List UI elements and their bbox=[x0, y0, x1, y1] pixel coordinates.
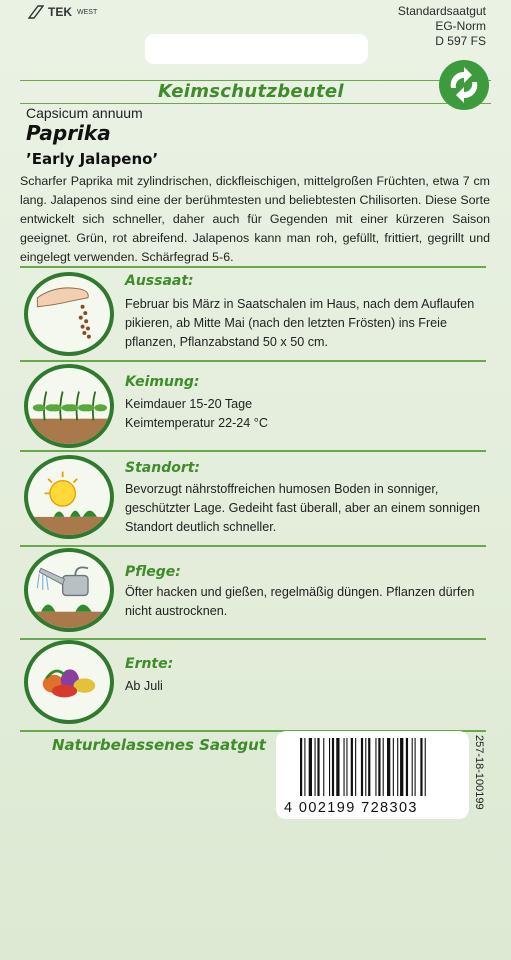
barcode-bar bbox=[344, 738, 345, 796]
brand-logo bbox=[28, 5, 97, 19]
product-name: Paprika bbox=[26, 121, 111, 145]
tagline: Naturbelassenes Saatgut bbox=[52, 736, 266, 754]
barcode-bar bbox=[329, 738, 330, 796]
section-text-keimung: Keimdauer 15-20 Tage Keimtemperatur 22-24 °C bbox=[125, 397, 268, 430]
barcode-bar bbox=[336, 738, 339, 796]
seed-sowing-icon bbox=[24, 272, 114, 356]
green-dot-recycle-icon bbox=[437, 58, 491, 112]
barcode-bar bbox=[406, 738, 408, 796]
barcode-bar bbox=[375, 738, 376, 796]
barcode-bar bbox=[397, 738, 398, 796]
banner-bottom-line bbox=[20, 103, 491, 104]
section-title-standort: Standort: bbox=[125, 460, 201, 476]
section-title-aussaat: Aussaat: bbox=[125, 273, 194, 289]
barcode-bar bbox=[323, 738, 324, 796]
standard-line: EG-Norm bbox=[435, 19, 486, 33]
barcode-bar bbox=[355, 738, 356, 796]
brand-name: TEK bbox=[48, 5, 72, 19]
standard-line: D 597 FS bbox=[435, 34, 486, 48]
article-code: 257-18-100199 bbox=[473, 735, 485, 810]
section-divider bbox=[20, 266, 486, 268]
section-title-ernte: Ernte: bbox=[125, 656, 174, 672]
barcode-bar bbox=[351, 738, 353, 796]
barcode-bar bbox=[425, 738, 426, 796]
banner-title: Keimschutzbeutel bbox=[158, 81, 344, 102]
barcode-bar bbox=[304, 738, 305, 796]
barcode-bar bbox=[317, 738, 319, 796]
barcode-bar bbox=[332, 738, 334, 796]
standard-line: Standardsaatgut bbox=[397, 4, 486, 18]
barcode-bar bbox=[383, 738, 384, 796]
section-divider bbox=[20, 360, 486, 362]
ean-number: 4 002199 728303 bbox=[284, 800, 418, 816]
barcode-bar bbox=[300, 738, 302, 796]
variety-name: ’Early Jalapeno’ bbox=[26, 150, 159, 168]
barcode-bar bbox=[387, 738, 390, 796]
barcode-bar bbox=[393, 738, 394, 796]
barcode-bars bbox=[300, 738, 460, 796]
sun-plants-icon bbox=[24, 455, 114, 539]
barcode-bar bbox=[368, 738, 370, 796]
section-text-pflege: Öfter hacken und gießen, regelmäßig düngen. Pflanzen dürfen nicht austrocknen. bbox=[125, 585, 475, 618]
barcode-bar bbox=[309, 738, 312, 796]
section-text-aussaat: Februar bis März in Saatschalen im Haus, nach dem Auflaufen pikieren, ab Mitte Mai (nach den letzten Frösten) ins Freie pflanzen, Pflanzabstand 50 x 50 cm. bbox=[125, 297, 475, 349]
section-divider bbox=[20, 450, 486, 452]
leaf-logo-icon bbox=[28, 5, 44, 19]
barcode-bar bbox=[346, 738, 347, 796]
harvest-vegetables-icon bbox=[24, 640, 114, 724]
barcode-bar bbox=[365, 738, 366, 796]
section-text-ernte: Ab Juli bbox=[125, 679, 163, 693]
section-text-standort: Bevorzugt nährstoffreichen humosen Boden in sonniger, geschützter Lage. Gedeiht fast überall, aber an einem sonnigen Standort deutlich schneller. bbox=[125, 482, 480, 534]
barcode-bar bbox=[420, 738, 422, 796]
section-divider bbox=[20, 545, 486, 547]
watering-can-icon bbox=[24, 548, 114, 632]
barcode-bar bbox=[378, 738, 380, 796]
seedlings-icon bbox=[24, 364, 114, 448]
section-title-keimung: Keimung: bbox=[125, 374, 200, 390]
label-blank-field bbox=[145, 34, 368, 64]
product-description: Scharfer Paprika mit zylindrischen, dickfleischigen, mittelgroßen Früchten, etwa 7 cm lang. Jalapenos sind eine der berühmtesten und beliebtesten Chilisorten. Diese Sorte entwickelt sich schneller, daher auch für Gegenden mit einer kürzeren Saison geeignet. Grün, rot abreifend. Jalapenos kann man roh, gefüllt, frittiert, gegrillt und eingelegt verwenden. Schärfegrad 5-6. bbox=[20, 174, 490, 264]
barcode-bar bbox=[400, 738, 403, 796]
section-divider bbox=[20, 638, 486, 640]
standard-info bbox=[398, 4, 486, 49]
barcode-bar bbox=[315, 738, 316, 796]
section-title-pflege: Pflege: bbox=[125, 564, 181, 580]
latin-name: Capsicum annuum bbox=[26, 105, 143, 121]
barcode-bar bbox=[415, 738, 416, 796]
barcode-bar bbox=[412, 738, 413, 796]
barcode-bar bbox=[361, 738, 363, 796]
brand-sub: WEST bbox=[77, 8, 98, 16]
